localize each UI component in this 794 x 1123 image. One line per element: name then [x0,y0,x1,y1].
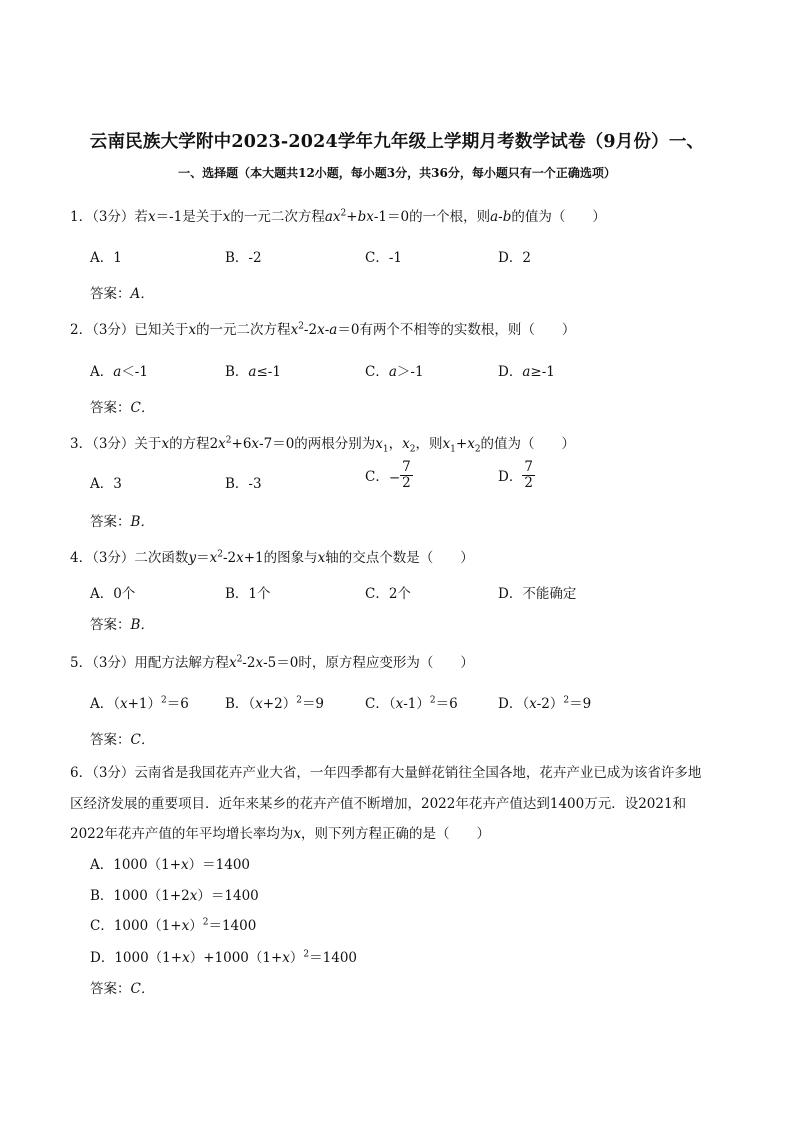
option-d[interactable]: D．2 [498,250,531,266]
question-4-stem: 4．（3分）二次函数$y=x^2-2x+1$的图象与x轴的交点个数是（ ） [70,549,474,566]
fraction: $\frac{7}{2}$ [402,459,411,491]
option-a[interactable]: A．1000（1+x）＝1400 [90,857,250,873]
option-c[interactable]: C．$(x-1)^2=6$ [365,695,458,712]
question-3-stem: 3．（3分）关于x的方程$2x^2+6x-7=0$的两根分别为$x_1$，$x_2$，则$x_1+x_2$的值为（ ） [70,435,576,455]
question-2-options [90,360,690,386]
option-b[interactable]: B．$(x+2)^2=9$ [225,695,325,712]
option-c[interactable]: C．a＞-1 [365,364,424,380]
option-a[interactable]: A．0个 [90,586,136,602]
question-1-stem: 1．（3分）若x＝-1是关于x的一元二次方程$ax^2+bx-1=0$的一个根，则a-b的值为（ ） [70,208,606,225]
option-a[interactable]: A．a＜-1 [90,364,148,380]
question-3-answer: 答案：B． [90,514,154,530]
page-title: 云南民族大学附中2023-2024学年九年级上学期月考数学试卷（9月份）一、 [89,132,705,152]
question-5-options [90,692,690,718]
section-heading: 一、选择题（本大题共12小题，每小题3分，共36分，每小题只有一个正确选项） [178,166,616,180]
option-d[interactable]: D．a≥-1 [498,364,555,380]
option-c[interactable]: C．2个 [365,586,411,602]
question-1-answer: 答案：A． [90,286,154,302]
question-4-options [90,582,690,608]
option-d[interactable]: D．$(x-2)^2=9$ [498,695,592,712]
option-d[interactable]: D．不能确定 [498,586,577,602]
question-5-stem: 5．（3分）用配方法解方程$x^2-2x-5=0$时，原方程应变形为（ ） [70,654,474,671]
question-2-answer: 答案：C． [90,400,155,416]
question-6-stem: 6．（3分）云南省是我国花卉产业大省，一年四季都有大量鲜花销往全国各地，花卉产业已成为该省许多地 区经济发展的重要项目．近年来某乡的花卉产值不断增加，2022年花卉产值达到1400万元．设2021和 2022年花卉产值的年平均增长率均为x，则下列方程正确的是（ ） [70,765,702,842]
option-d[interactable]: D． $\frac{7}{2}$ [498,459,533,491]
option-b[interactable]: B．1000（1+2x）＝1400 [90,888,259,904]
option-d[interactable]: D．$1000(1+x)+1000(1+x)^2=1400$ [90,949,358,966]
question-3-options [90,459,690,502]
option-a[interactable]: A．$(x+1)^2=6$ [90,695,189,712]
option-c[interactable]: C．-1 [365,250,402,266]
option-b[interactable]: B．-2 [225,250,262,266]
option-b[interactable]: B．a≤-1 [225,364,281,380]
question-1-options [90,246,690,272]
option-b[interactable]: B．-3 [225,476,262,492]
fraction: $\frac{7}{2}$ [524,459,533,491]
option-c[interactable]: C．$1000(1+x)^2=1400$ [90,917,257,934]
option-b[interactable]: B．1个 [225,586,271,602]
question-4-answer: 答案：B． [90,617,154,633]
option-a[interactable]: A．3 [90,476,122,492]
question-5-answer: 答案：C． [90,732,155,748]
question-6-answer: 答案：C． [90,981,155,997]
question-2-stem: 2．（3分）已知关于x的一元二次方程$x^2-2x-a=0$有两个不相等的实数根，则（ ） [70,321,576,338]
option-a[interactable]: A．1 [90,250,122,266]
option-c[interactable]: C．− $\frac{7}{2}$ [365,459,411,491]
